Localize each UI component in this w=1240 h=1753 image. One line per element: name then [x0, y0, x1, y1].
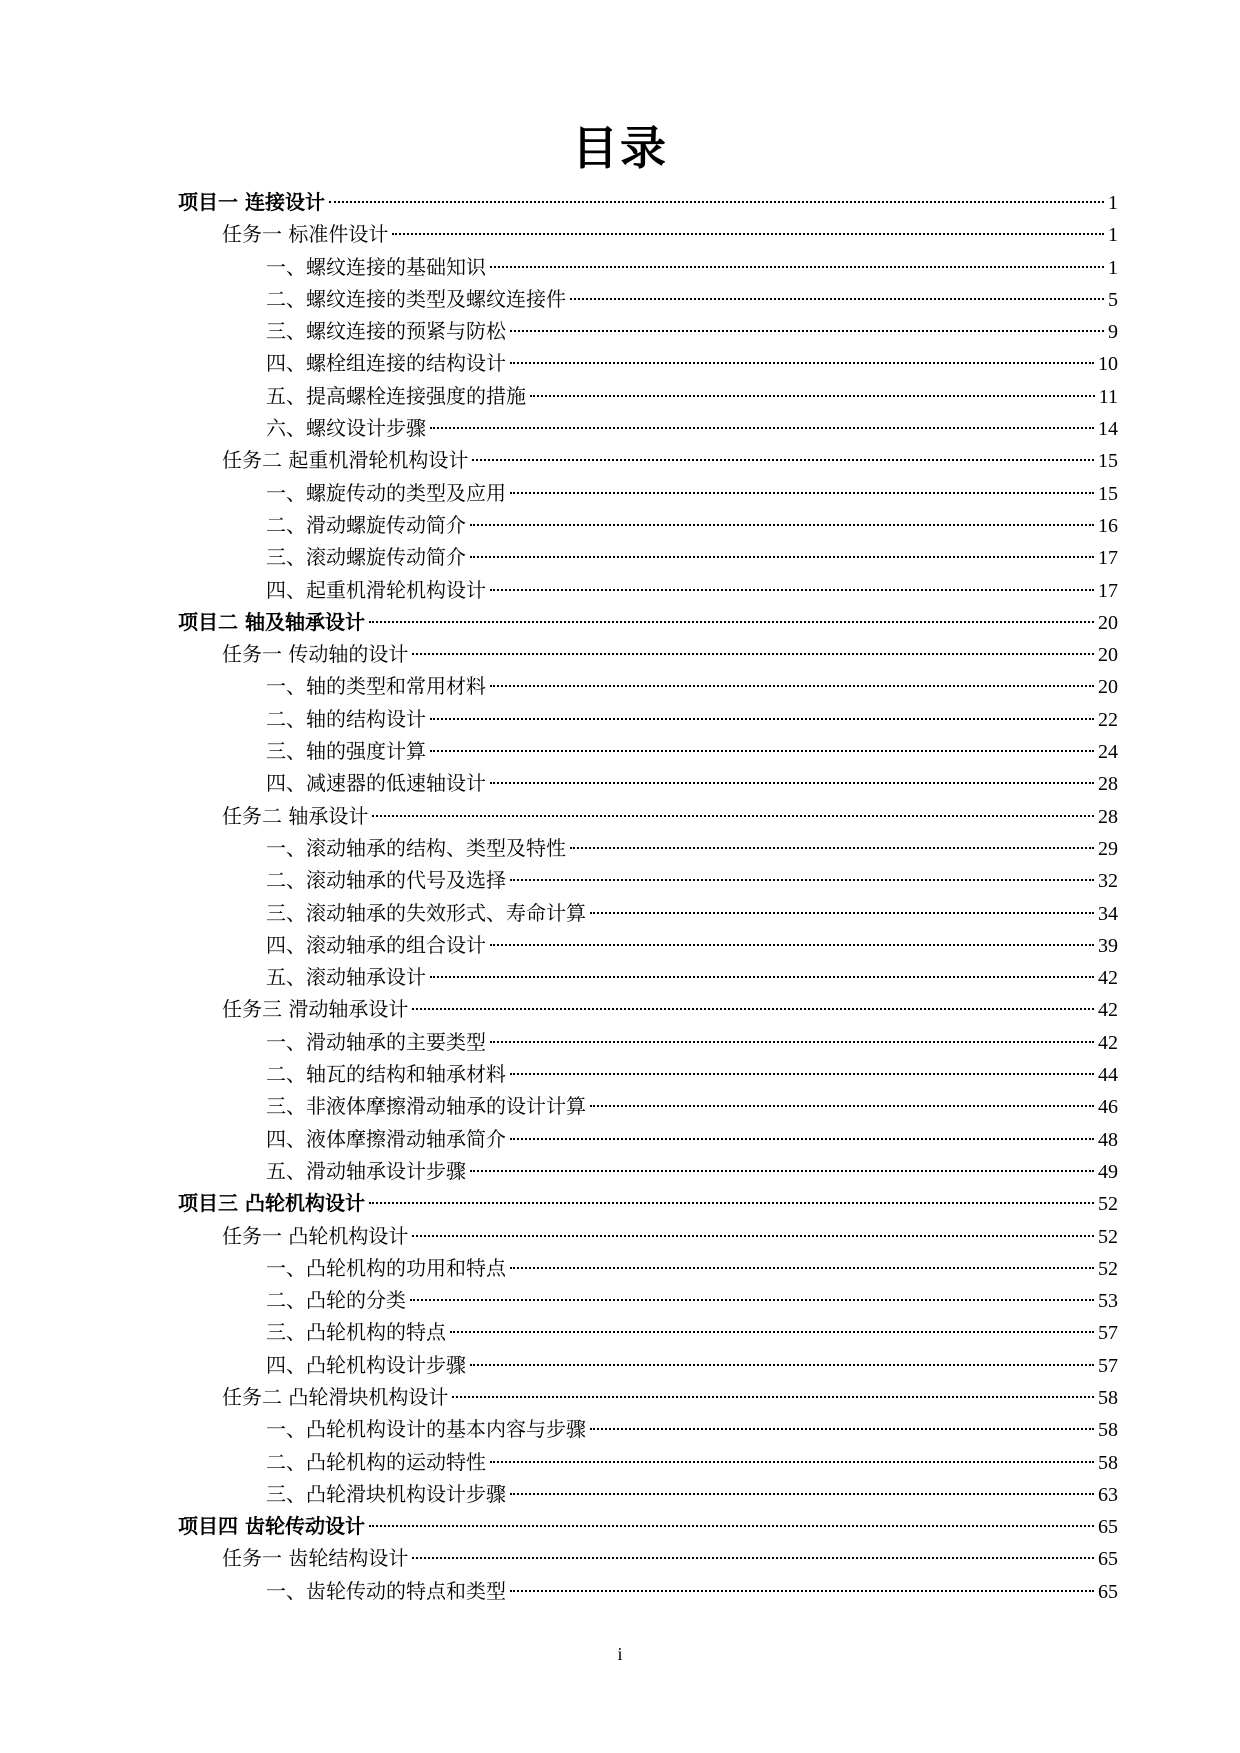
toc-entry-label: 四、滚动轴承的组合设计 — [266, 932, 486, 957]
toc-task-entry[interactable] — [178, 218, 1118, 250]
toc-section-entry[interactable] — [178, 1575, 1118, 1607]
toc-entry-page: 1 — [1108, 192, 1118, 214]
toc-entry-page: 53 — [1098, 1290, 1118, 1313]
toc-entry-page: 63 — [1098, 1483, 1118, 1506]
toc-task-entry[interactable] — [178, 638, 1118, 670]
table-of-contents — [178, 186, 1118, 1607]
toc-entry-page: 58 — [1098, 1451, 1118, 1474]
toc-section-entry[interactable] — [178, 1155, 1118, 1187]
toc-section-entry[interactable] — [178, 574, 1118, 606]
toc-entry-page: 28 — [1098, 805, 1118, 828]
toc-entry-label: 一、螺旋传动的类型及应用 — [266, 480, 506, 505]
toc-entry-label: 一、滚动轴承的结构、类型及特性 — [266, 835, 566, 860]
toc-section-entry[interactable] — [178, 1413, 1118, 1445]
toc-entry-page: 57 — [1098, 1354, 1118, 1377]
toc-entry-page: 20 — [1098, 644, 1118, 667]
toc-dot-leader — [490, 782, 1094, 784]
toc-section-entry[interactable] — [178, 1252, 1118, 1284]
toc-dot-leader — [410, 1299, 1094, 1301]
toc-section-entry[interactable] — [178, 412, 1118, 444]
toc-dot-leader — [490, 1461, 1094, 1463]
toc-entry-page: 58 — [1098, 1419, 1118, 1442]
toc-dot-leader — [510, 1138, 1094, 1140]
toc-entry-label: 三、轴的强度计算 — [266, 739, 426, 764]
toc-dot-leader — [472, 459, 1094, 461]
toc-dot-leader — [329, 201, 1104, 203]
toc-entry-label: 三、非液体摩擦滑动轴承的设计计算 — [266, 1094, 586, 1119]
toc-entry-page: 58 — [1098, 1386, 1118, 1409]
toc-task-entry[interactable] — [178, 1381, 1118, 1413]
toc-dot-leader — [590, 1428, 1094, 1430]
toc-project-entry[interactable] — [178, 1510, 1118, 1542]
toc-dot-leader — [530, 395, 1095, 397]
toc-dot-leader — [430, 427, 1094, 429]
toc-task-entry[interactable] — [178, 444, 1118, 476]
toc-task-entry[interactable] — [178, 1542, 1118, 1574]
toc-dot-leader — [470, 524, 1094, 526]
toc-section-entry[interactable] — [178, 670, 1118, 702]
toc-entry-label: 任务二 轴承设计 — [222, 803, 369, 828]
toc-entry-label: 三、滚动螺旋传动简介 — [266, 545, 466, 570]
toc-entry-label: 一、螺纹连接的基础知识 — [266, 254, 486, 279]
toc-section-entry[interactable] — [178, 1026, 1118, 1058]
page-title: 目录 — [572, 121, 668, 175]
toc-dot-leader — [372, 815, 1094, 817]
toc-entry-label: 一、滑动轴承的主要类型 — [266, 1029, 486, 1054]
toc-dot-leader — [430, 976, 1094, 978]
toc-entry-label: 二、轴瓦的结构和轴承材料 — [266, 1062, 506, 1087]
toc-dot-leader — [430, 718, 1094, 720]
toc-entry-page: 16 — [1098, 514, 1118, 537]
toc-dot-leader — [412, 1235, 1094, 1237]
toc-project-entry[interactable] — [178, 1187, 1118, 1219]
toc-dot-leader — [490, 266, 1104, 268]
toc-section-entry[interactable] — [178, 1090, 1118, 1122]
toc-section-entry[interactable] — [178, 767, 1118, 799]
toc-entry-label: 项目四 齿轮传动设计 — [178, 1514, 365, 1539]
toc-section-entry[interactable] — [178, 1123, 1118, 1155]
toc-entry-label: 任务一 齿轮结构设计 — [222, 1546, 409, 1571]
toc-dot-leader — [450, 1331, 1094, 1333]
toc-entry-page: 28 — [1098, 773, 1118, 796]
toc-section-entry[interactable] — [178, 864, 1118, 896]
toc-entry-page: 52 — [1098, 1193, 1118, 1216]
toc-section-entry[interactable] — [178, 509, 1118, 541]
toc-section-entry[interactable] — [178, 1058, 1118, 1090]
toc-dot-leader — [590, 1105, 1094, 1107]
toc-entry-label: 三、凸轮滑块机构设计步骤 — [266, 1481, 506, 1506]
toc-entry-page: 42 — [1098, 999, 1118, 1022]
toc-entry-label: 二、螺纹连接的类型及螺纹连接件 — [266, 286, 566, 311]
toc-section-entry[interactable] — [178, 1284, 1118, 1316]
toc-entry-page: 39 — [1098, 934, 1118, 957]
toc-section-entry[interactable] — [178, 735, 1118, 767]
toc-entry-page: 42 — [1098, 1031, 1118, 1054]
toc-task-entry[interactable] — [178, 800, 1118, 832]
toc-project-entry[interactable] — [178, 186, 1118, 218]
toc-dot-leader — [452, 1396, 1094, 1398]
toc-entry-page: 1 — [1108, 224, 1118, 247]
toc-entry-label: 四、起重机滑轮机构设计 — [266, 577, 486, 602]
toc-section-entry[interactable] — [178, 961, 1118, 993]
toc-entry-label: 三、滚动轴承的失效形式、寿命计算 — [266, 900, 586, 925]
toc-dot-leader — [510, 362, 1094, 364]
toc-dot-leader — [430, 750, 1094, 752]
toc-dot-leader — [369, 1202, 1094, 1204]
toc-entry-label: 四、减速器的低速轴设计 — [266, 771, 486, 796]
toc-dot-leader — [490, 685, 1094, 687]
toc-entry-page: 49 — [1098, 1160, 1118, 1183]
toc-entry-label: 一、凸轮机构设计的基本内容与步骤 — [266, 1417, 586, 1442]
toc-entry-label: 二、凸轮的分类 — [266, 1288, 406, 1313]
toc-entry-page: 10 — [1098, 353, 1118, 376]
toc-section-entry[interactable] — [178, 1349, 1118, 1381]
toc-entry-page: 48 — [1098, 1128, 1118, 1151]
toc-dot-leader — [369, 621, 1094, 623]
toc-section-entry[interactable] — [178, 477, 1118, 509]
toc-entry-label: 六、螺纹设计步骤 — [266, 416, 426, 441]
toc-task-entry[interactable] — [178, 1220, 1118, 1252]
toc-entry-page: 52 — [1098, 1257, 1118, 1280]
toc-entry-page: 11 — [1098, 385, 1118, 408]
toc-dot-leader — [510, 1493, 1094, 1495]
toc-entry-label: 五、滚动轴承设计 — [266, 965, 426, 990]
toc-entry-page: 15 — [1098, 450, 1118, 473]
toc-entry-page: 42 — [1098, 967, 1118, 990]
toc-entry-page: 57 — [1098, 1322, 1118, 1345]
toc-dot-leader — [510, 492, 1094, 494]
toc-section-entry[interactable] — [178, 897, 1118, 929]
toc-dot-leader — [470, 556, 1094, 558]
toc-entry-page: 24 — [1098, 741, 1118, 764]
toc-entry-label: 三、螺纹连接的预紧与防松 — [266, 319, 506, 344]
toc-entry-label: 一、齿轮传动的特点和类型 — [266, 1578, 506, 1603]
toc-dot-leader — [570, 298, 1104, 300]
toc-dot-leader — [392, 233, 1104, 235]
toc-entry-page: 52 — [1098, 1225, 1118, 1248]
toc-dot-leader — [510, 1267, 1094, 1269]
toc-entry-label: 任务一 凸轮机构设计 — [222, 1223, 409, 1248]
toc-entry-label: 项目三 凸轮机构设计 — [178, 1191, 365, 1216]
toc-entry-label: 项目二 轴及轴承设计 — [178, 609, 365, 634]
toc-entry-page: 44 — [1098, 1064, 1118, 1087]
toc-entry-label: 任务三 滑动轴承设计 — [222, 997, 409, 1022]
toc-section-entry[interactable] — [178, 1316, 1118, 1348]
toc-dot-leader — [490, 1041, 1094, 1043]
toc-dot-leader — [510, 1590, 1094, 1592]
toc-entry-label: 二、滑动螺旋传动简介 — [266, 512, 466, 537]
toc-dot-leader — [510, 879, 1094, 881]
toc-dot-leader — [510, 1073, 1094, 1075]
toc-entry-label: 二、凸轮机构的运动特性 — [266, 1449, 486, 1474]
toc-entry-label: 一、轴的类型和常用材料 — [266, 674, 486, 699]
toc-entry-page: 22 — [1098, 708, 1118, 731]
toc-entry-page: 15 — [1098, 482, 1118, 505]
toc-entry-page: 14 — [1098, 418, 1118, 441]
toc-entry-label: 二、滚动轴承的代号及选择 — [266, 868, 506, 893]
toc-dot-leader — [510, 330, 1104, 332]
toc-entry-label: 任务一 传动轴的设计 — [222, 642, 409, 667]
toc-entry-label: 任务一 标准件设计 — [222, 222, 389, 247]
toc-section-entry[interactable] — [178, 1478, 1118, 1510]
toc-entry-page: 32 — [1098, 870, 1118, 893]
toc-section-entry[interactable] — [178, 703, 1118, 735]
toc-entry-label: 项目一 连接设计 — [178, 190, 325, 214]
toc-section-entry[interactable] — [178, 347, 1118, 379]
toc-section-entry[interactable] — [178, 929, 1118, 961]
toc-entry-label: 四、液体摩擦滑动轴承简介 — [266, 1126, 506, 1151]
toc-entry-label: 一、凸轮机构的功用和特点 — [266, 1255, 506, 1280]
toc-entry-page: 17 — [1098, 547, 1118, 570]
toc-task-entry[interactable] — [178, 993, 1118, 1025]
toc-entry-page: 65 — [1098, 1580, 1118, 1603]
toc-entry-label: 五、提高螺栓连接强度的措施 — [266, 383, 526, 408]
toc-entry-label: 四、螺栓组连接的结构设计 — [266, 351, 506, 376]
toc-section-entry[interactable] — [178, 283, 1118, 315]
toc-entry-page: 1 — [1108, 256, 1118, 279]
toc-entry-page: 20 — [1098, 611, 1118, 634]
toc-entry-page: 5 — [1108, 288, 1118, 311]
toc-dot-leader — [412, 1008, 1094, 1010]
toc-entry-page: 17 — [1098, 579, 1118, 602]
toc-section-entry[interactable] — [178, 380, 1118, 412]
toc-section-entry[interactable] — [178, 541, 1118, 573]
toc-entry-label: 二、轴的结构设计 — [266, 706, 426, 731]
toc-entry-page: 20 — [1098, 676, 1118, 699]
toc-entry-label: 任务二 凸轮滑块机构设计 — [222, 1384, 449, 1409]
toc-section-entry[interactable] — [178, 315, 1118, 347]
toc-entry-page: 29 — [1098, 837, 1118, 860]
toc-entry-page: 46 — [1098, 1096, 1118, 1119]
toc-dot-leader — [369, 1525, 1094, 1527]
toc-entry-label: 任务二 起重机滑轮机构设计 — [222, 448, 469, 473]
toc-entry-page: 65 — [1098, 1516, 1118, 1539]
toc-dot-leader — [412, 1557, 1094, 1559]
toc-entry-page: 65 — [1098, 1548, 1118, 1571]
footer-page-number: i — [617, 1644, 623, 1664]
toc-entry-label: 五、滑动轴承设计步骤 — [266, 1158, 466, 1183]
toc-entry-page: 9 — [1108, 321, 1118, 344]
toc-project-entry[interactable] — [178, 606, 1118, 638]
toc-section-entry[interactable] — [178, 251, 1118, 283]
toc-dot-leader — [570, 847, 1094, 849]
toc-dot-leader — [412, 653, 1094, 655]
toc-entry-page: 34 — [1098, 902, 1118, 925]
toc-entry-label: 三、凸轮机构的特点 — [266, 1320, 446, 1345]
toc-section-entry[interactable] — [178, 1446, 1118, 1478]
toc-entry-label: 四、凸轮机构设计步骤 — [266, 1352, 466, 1377]
toc-dot-leader — [470, 1364, 1094, 1366]
toc-section-entry[interactable] — [178, 832, 1118, 864]
toc-dot-leader — [490, 589, 1094, 591]
toc-dot-leader — [590, 912, 1094, 914]
toc-dot-leader — [490, 944, 1094, 946]
toc-dot-leader — [470, 1170, 1094, 1172]
